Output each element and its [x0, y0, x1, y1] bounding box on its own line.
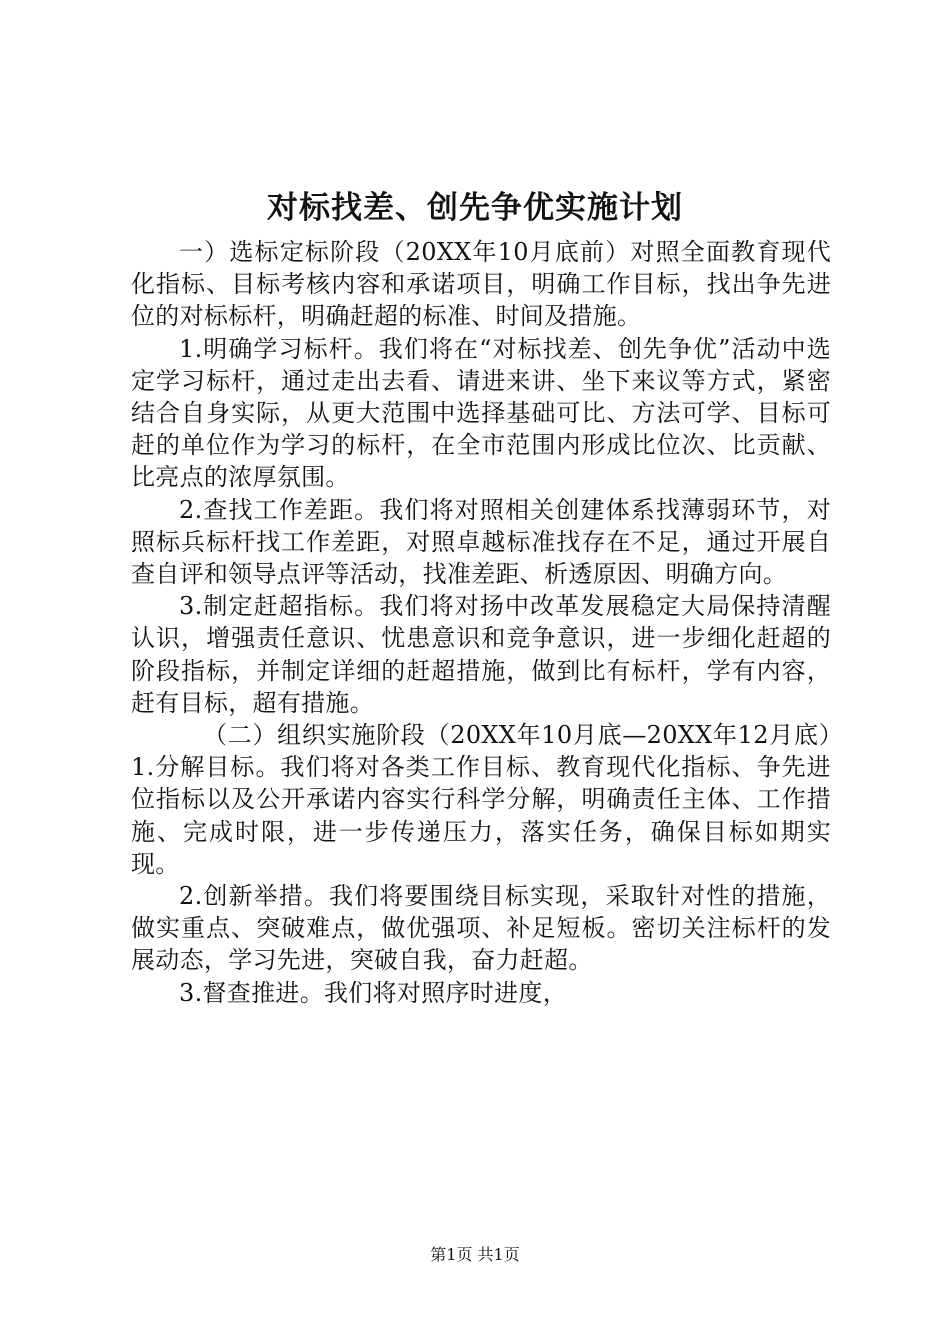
page-number-footer: 第1页 共1页	[430, 1245, 520, 1264]
document-title: 对标找差、创先争优实施计划	[267, 190, 683, 226]
paragraph-work-gap: 2.查找工作差距。我们将对照相关创建体系找薄弱环节，对照标兵标杆找工作差距，对照卓越标准找存在不足，通过开展自查自评和领导点评等活动，找准差距、析透原因、明确方向。	[131, 495, 831, 589]
paragraph-learning-benchmark: 1.明确学习标杆。我们将在“对标找差、创先争优”活动中选定学习标杆，通过走出去看、请进来讲、坐下来议等方式，紧密结合自身实际，从更大范围中选择基础可比、方法可学、目标可赶的单位作为学习的标杆，在全市范围内形成比位次、比贡献、比亮点的浓厚氛围。	[131, 334, 831, 492]
paragraph-catch-up-targets: 3.制定赶超指标。我们将对扬中改革发展稳定大局保持清醒认识，增强责任意识、忧患意识和竞争意识，进一步细化赶超的阶段指标，并制定详细的赶超措施，做到比有标杆，学有内容，赶有目标，超有措施。	[131, 592, 831, 717]
paragraph-stage-one: 一）选标定标阶段（20XX年10月底前）对照全面教育现代化指标、目标考核内容和承诺项目，明确工作目标，找出争先进位的对标标杆，明确赶超的标准、时间及措施。	[131, 238, 831, 331]
paragraph-supervision: 3.督查推进。我们将对照序时进度，	[179, 978, 567, 1007]
paragraph-innovation-measures: 2.创新举措。我们将要围绕目标实现，采取针对性的措施，做实重点、突破难点，做优强项、补足短板。密切关注标杆的发展动态，学习先进，突破自我，奋力赶超。	[131, 882, 831, 975]
document-body	[131, 236, 831, 1009]
paragraph-stage-two: （二）组织实施阶段（20XX年10月底—20XX年12月底）1.分解目标。我们将对各类工作目标、教育现代化指标、争先进位指标以及公开承诺内容实行科学分解，明确责任主体、工作措施、完成时限，进一步传递压力，落实任务，确保目标如期实现。	[131, 721, 831, 878]
